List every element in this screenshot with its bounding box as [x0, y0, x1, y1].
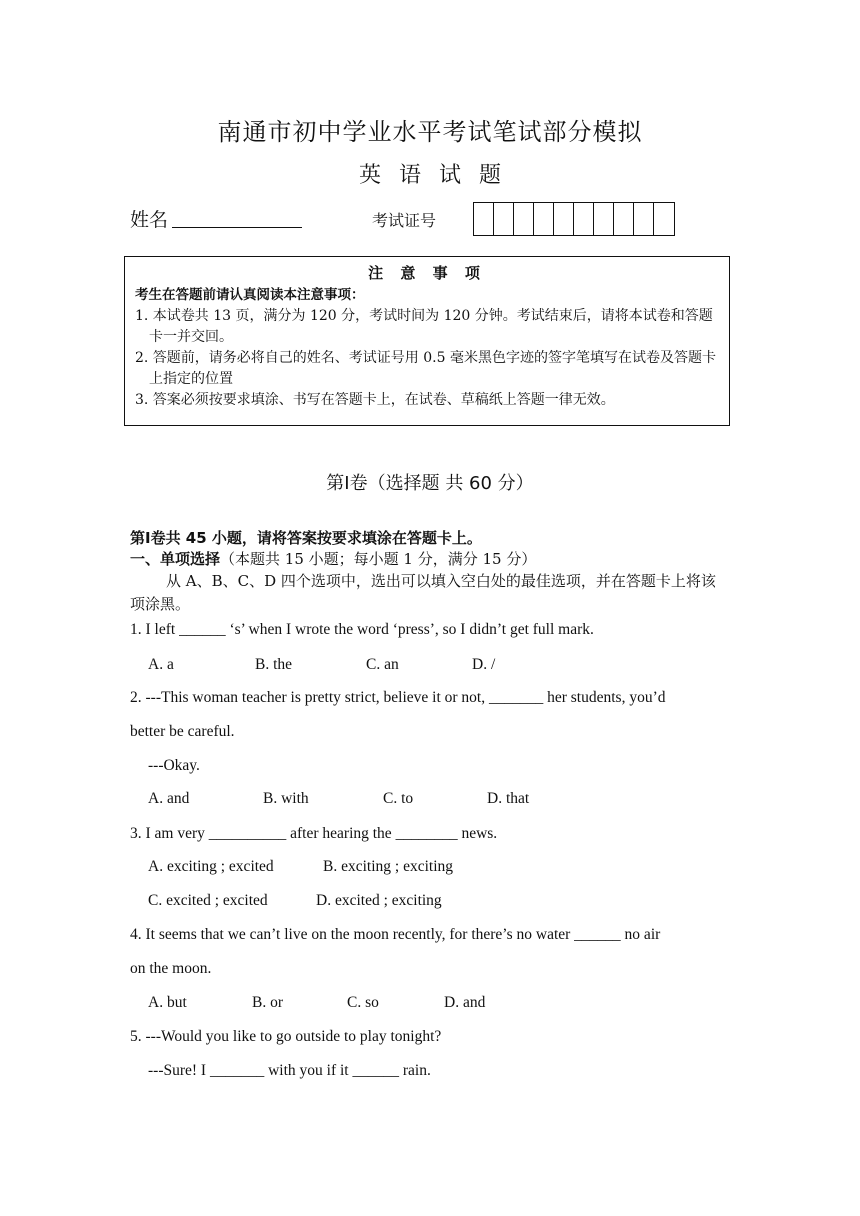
exam-id-digit-box[interactable] — [534, 203, 554, 235]
option-c[interactable]: C. so — [347, 994, 379, 1011]
option-a[interactable]: A. but — [148, 994, 187, 1011]
notice-box — [124, 256, 730, 426]
question-2-text-cont: better be careful. — [130, 723, 235, 740]
option-b[interactable]: B. the — [255, 656, 293, 673]
question-4-text: 4. It seems that we can’t live on the moon recently, for there’s no water ______ no air — [130, 926, 661, 943]
question-4-options — [148, 994, 485, 1012]
option-d[interactable]: D. / — [472, 656, 496, 673]
exam-id-digit-box[interactable] — [594, 203, 614, 235]
option-b[interactable]: B. with — [263, 790, 309, 807]
option-d[interactable]: D. and — [444, 994, 486, 1011]
notice-item: 2. 答题前，请务必将自己的姓名、考试证号用 0.5 毫米黑色字迹的签字笔填写在试卷及答题卡上指定的位置 — [135, 350, 716, 387]
option-a[interactable]: A. and — [148, 790, 190, 807]
question-5-dialogue-reply: ---Sure! I _______ with you if it ______ rain. — [148, 1062, 431, 1079]
question-3-text: 3. I am very __________ after hearing the ________ news. — [130, 825, 498, 842]
section-heading-label: 一、单项选择 — [130, 550, 221, 568]
name-label: 姓名 — [130, 209, 169, 231]
notice-item: 1. 本试卷共 13 页，满分为 120 分，考试时间为 120 分钟。考试结束后，请将本试卷和答题卡一并交回。 — [135, 308, 713, 345]
section-heading-note: （本题共 15 小题；每小题 1 分，满分 15 分） — [220, 550, 537, 568]
option-b[interactable]: B. or — [252, 994, 283, 1011]
option-c[interactable]: C. to — [383, 790, 414, 807]
exam-id-digit-box[interactable] — [634, 203, 654, 235]
exam-id-digit-box[interactable] — [474, 203, 494, 235]
question-1-options — [148, 656, 495, 674]
question-5-text: 5. ---Would you like to go outside to play tonight? — [130, 1028, 442, 1045]
option-d[interactable]: D. that — [487, 790, 530, 807]
exam-id-digit-box[interactable] — [494, 203, 514, 235]
exam-title: 南通市初中学业水平考试笔试部分模拟 — [217, 118, 643, 146]
exam-id-digit-box[interactable] — [614, 203, 634, 235]
exam-id-digit-box[interactable] — [654, 203, 674, 235]
exam-id-boxes[interactable] — [473, 202, 675, 236]
exam-subtitle: 英语试题 — [358, 163, 519, 188]
exam-id-label: 考试证号 — [372, 211, 437, 230]
question-3-options-row-1 — [148, 858, 453, 876]
section-description: 从 A、B、C、D 四个选项中，选出可以填入空白处的最佳选项，并在答题卡上将该项涂黑。 — [130, 572, 716, 613]
option-a[interactable]: A. exciting ; excited — [148, 858, 274, 875]
question-2-text: 2. ---This woman teacher is pretty strict, believe it or not, _______ her students, you’d — [130, 689, 666, 706]
question-2-options — [148, 790, 529, 808]
notice-title: 注 意 事 项 — [368, 264, 486, 282]
question-1-text: 1. I left ______ ‘s’ when I wrote the word ‘press’, so I didn’t get full mark. — [130, 621, 594, 638]
option-c[interactable]: C. excited ; excited — [148, 892, 268, 909]
exam-id-digit-box[interactable] — [514, 203, 534, 235]
section-heading — [130, 548, 536, 569]
exam-id-digit-box[interactable] — [554, 203, 574, 235]
notice-lead: 考生在答题前请认真阅读本注意事项： — [135, 287, 365, 303]
exam-id-digit-box[interactable] — [574, 203, 594, 235]
part-instruction: 第Ⅰ卷共 45 小题，请将答案按要求填涂在答题卡上。 — [130, 529, 482, 547]
question-2-dialogue-reply: ---Okay. — [148, 757, 200, 774]
question-4-text-cont: on the moon. — [130, 960, 212, 977]
notice-item: 3. 答案必须按要求填涂、书写在答题卡上，在试卷、草稿纸上答题一律无效。 — [135, 392, 615, 408]
option-d[interactable]: D. excited ; exciting — [316, 892, 442, 909]
option-c[interactable]: C. an — [366, 656, 399, 673]
name-field[interactable] — [172, 226, 302, 228]
option-a[interactable]: A. a — [148, 656, 174, 673]
part-title: 第Ⅰ卷（选择题 共 60 分） — [326, 473, 534, 494]
option-b[interactable]: B. exciting ; exciting — [323, 858, 454, 875]
question-3-options-row-2 — [148, 892, 442, 910]
